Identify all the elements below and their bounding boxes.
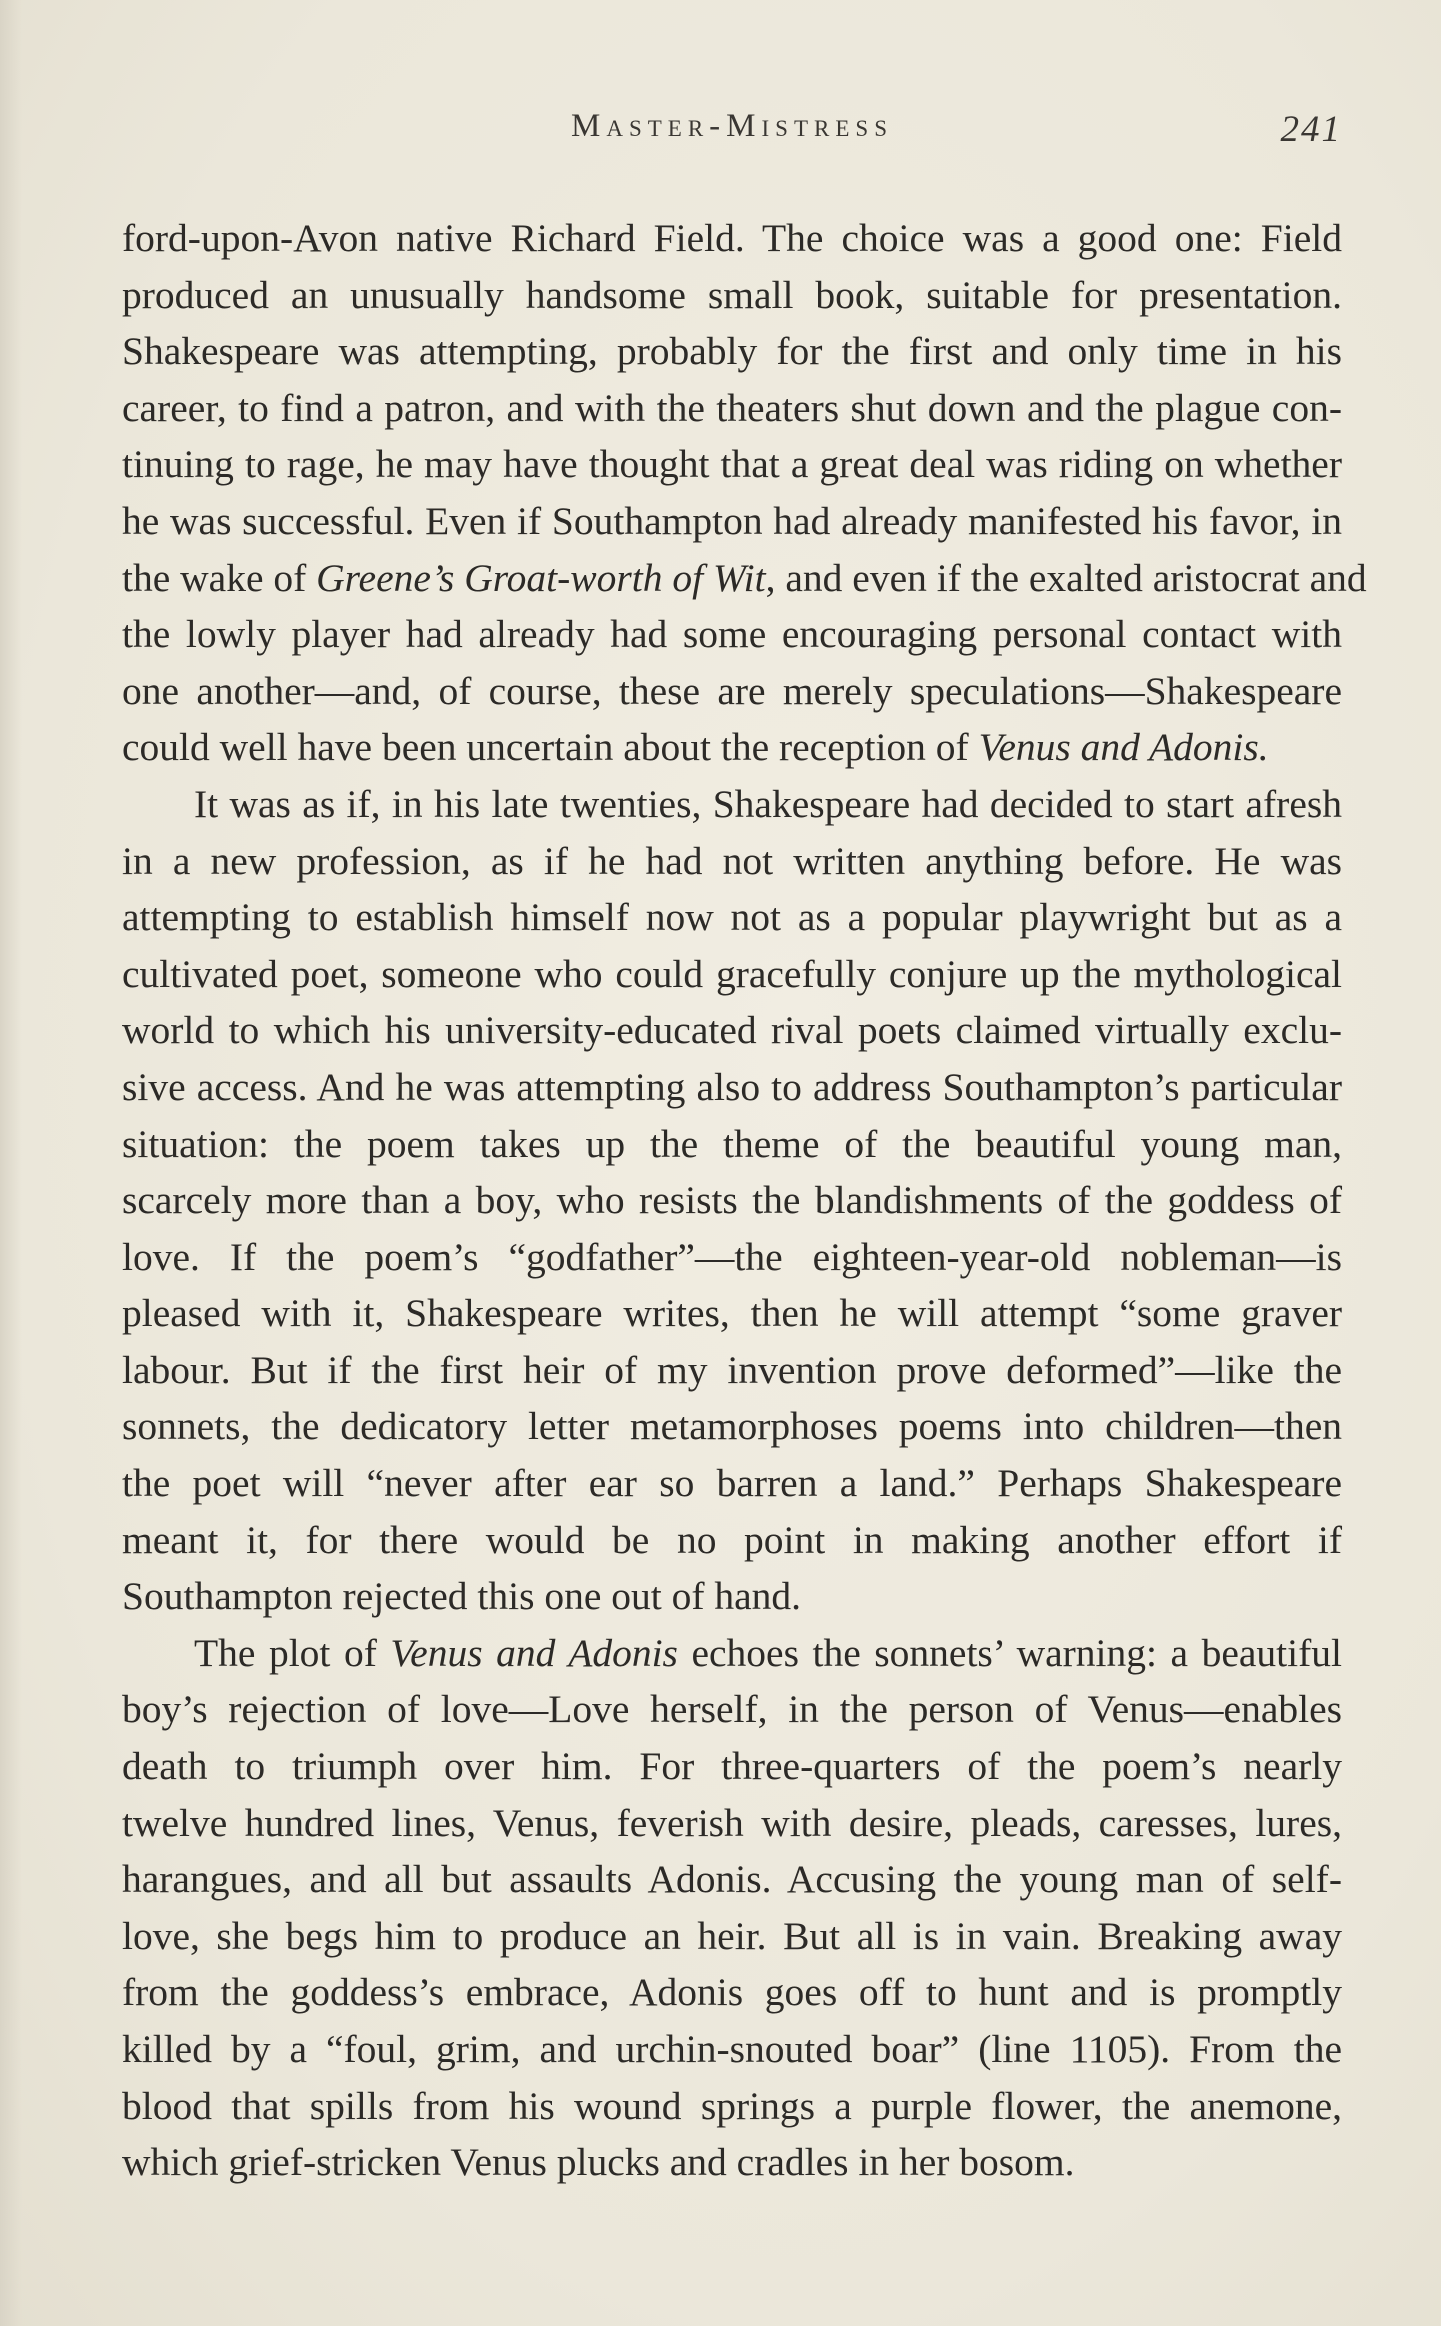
text-line: meant it, for there would be no point in making another effort if [122,1517,1342,1562]
text-line: situation: the poem takes up the theme of the beautiful young man, [122,1121,1342,1166]
text-line: from the goddess’s embrace, Adonis goes off to hunt and is promptly [122,1970,1342,2015]
text-line: tinuing to rage, he may have thought that a great deal was riding on whether [122,442,1342,487]
text-line: harangues, and all but assaults Adonis. Accusing the young man of self- [122,1857,1342,1902]
text-line: ford-upon-Avon native Richard Field. The choice was a good one: Field [122,216,1342,260]
text-line: love, she begs him to produce an heir. But all is in vain. Breaking away [122,1913,1342,1958]
text-line: the poet will “never after ear so barren a land.” Perhaps Shakespeare [122,1461,1342,1506]
text-line: could well have been uncertain about the reception of Venus and Adonis. [122,725,1269,770]
italic-title: Greene’s Groat-worth of Wit [316,555,766,600]
italic-title: Venus and Adonis [390,1630,678,1675]
text-line: Southampton rejected this one out of hand. [122,1574,802,1619]
text-line: killed by a “foul, grim, and urchin-snouted boar” (line 1105). From the [122,2027,1342,2071]
text-line: love. If the poem’s “godfather”—the eighteen-year-old nobleman—is [122,1234,1342,1279]
text-line: It was as if, in his late twenties, Shakespeare had decided to start afresh [194,781,1342,826]
text-line: one another—and, of course, these are merely speculations—Shakespeare [122,668,1342,713]
text-line: the lowly player had already had some encouraging personal contact with [122,612,1342,657]
text-line: world to which his university-educated rival poets claimed virtually exclu- [122,1008,1342,1053]
text-line: sonnets, the dedicatory letter metamorphoses poems into children—then [122,1404,1342,1449]
paragraph [122,210,1367,776]
italic-title: Venus and Adonis. [978,725,1269,770]
text-line: pleased with it, Shakespeare writes, then he will attempt “some graver [122,1291,1342,1336]
running-head [122,108,1342,152]
text-line: labour. But if the first heir of my invention prove deformed”—like the [122,1347,1342,1392]
text-line: he was successful. Even if Southampton had already manifested his favor, in [122,498,1342,543]
text-line: in a new profession, as if he had not written anything before. He was [122,838,1342,883]
running-title: Master-Mistress [571,108,893,144]
page-number: 241 [1280,109,1342,150]
paragraph [122,776,1342,1625]
text-line: which grief-stricken Venus plucks and cradles in her bosom. [122,2140,1075,2185]
gutter-shadow [0,0,22,2326]
text-line: The plot of Venus and Adonis echoes the sonnets’ warning: a beautiful [194,1630,1343,1675]
text-line: the wake of Greene’s Groat-worth of Wit, and even if the exalted aristocrat and [122,555,1367,600]
text-line: death to triumph over him. For three-quarters of the poem’s nearly [122,1744,1342,1789]
text-line: boy’s rejection of love—Love herself, in the person of Venus—enables [122,1687,1342,1732]
text-line: twelve hundred lines, Venus, feverish with desire, pleads, caresses, lures, [122,1800,1342,1845]
paragraph [122,1625,1342,2191]
text-line: sive access. And he was attempting also to address Southampton’s particular [122,1064,1342,1109]
text-line: cultivated poet, someone who could gracefully conjure up the mythological [122,951,1342,996]
text-line: attempting to establish himself now not as a popular playwright but as a [122,895,1342,940]
text-line: blood that spills from his wound springs a purple flower, the anemone, [122,2083,1342,2128]
text-line: Shakespeare was attempting, probably for the first and only time in his [122,329,1342,374]
text-line: scarcely more than a boy, who resists the blandishments of the goddess of [122,1178,1342,1223]
text-line: career, to find a patron, and with the theaters shut down and the plague con- [122,385,1342,430]
body-text [122,210,1367,2191]
text-line: produced an unusually handsome small book, suitable for presentation. [122,272,1342,317]
